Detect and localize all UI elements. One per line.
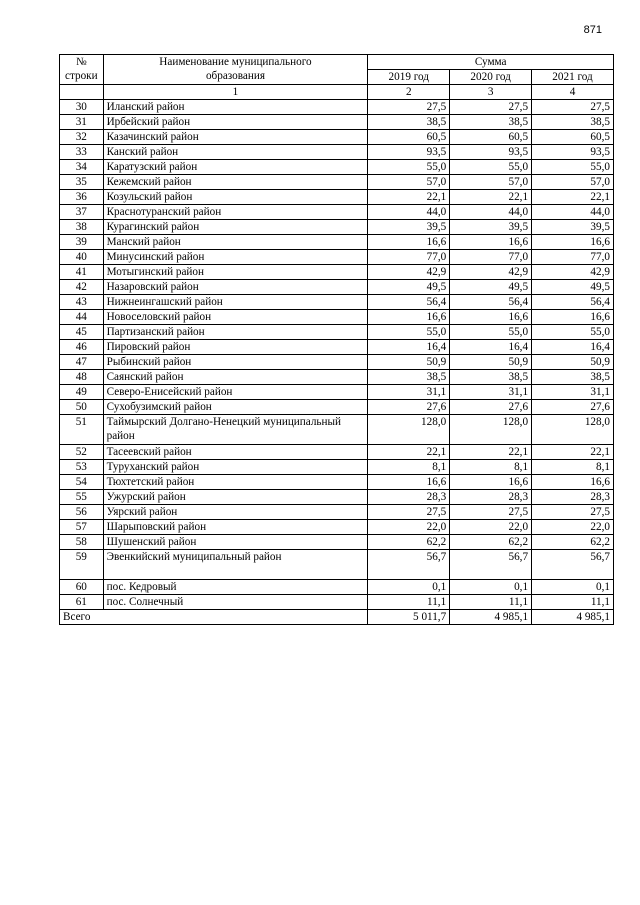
column-index-1-cell: 1 — [103, 85, 368, 100]
value-2020: 28,3 — [450, 490, 532, 505]
value-2020: 77,0 — [450, 250, 532, 265]
municipality-name: Мотыгинский район — [103, 265, 368, 280]
value-2021: 8,1 — [532, 460, 614, 475]
value-2020: 44,0 — [450, 205, 532, 220]
value-2019: 27,6 — [368, 400, 450, 415]
value-2021: 31,1 — [532, 385, 614, 400]
table-row — [60, 580, 614, 595]
table-row — [60, 130, 614, 145]
value-2020: 49,5 — [450, 280, 532, 295]
municipality-name: Северо-Енисейский район — [103, 385, 368, 400]
value-2021: 27,5 — [532, 100, 614, 115]
table-row — [60, 205, 614, 220]
row-number: 36 — [60, 190, 104, 205]
row-number: 43 — [60, 295, 104, 310]
municipality-name: Туруханский район — [103, 460, 368, 475]
municipality-name: Тасеевский район — [103, 445, 368, 460]
municipality-name: Шушенский район — [103, 535, 368, 550]
municipality-name: Иланский район — [103, 100, 368, 115]
municipality-name: Рыбинский район — [103, 355, 368, 370]
column-index-2: 2 — [368, 85, 450, 100]
value-2019: 16,4 — [368, 340, 450, 355]
table-row — [60, 265, 614, 280]
value-2019: 16,6 — [368, 310, 450, 325]
municipality-name: Нижнеингашский район — [103, 295, 368, 310]
row-number: 39 — [60, 235, 104, 250]
page-number: 871 — [583, 24, 602, 36]
header-municipality-name — [103, 55, 368, 85]
table-row — [60, 235, 614, 250]
header-year-2019: 2019 год — [368, 70, 450, 85]
value-2021: 60,5 — [532, 130, 614, 145]
row-number: 47 — [60, 355, 104, 370]
value-2021: 16,6 — [532, 310, 614, 325]
value-2021: 27,6 — [532, 400, 614, 415]
value-2019: 22,1 — [368, 190, 450, 205]
row-number: 38 — [60, 220, 104, 235]
value-2020: 93,5 — [450, 145, 532, 160]
table-row — [60, 505, 614, 520]
row-number: 49 — [60, 385, 104, 400]
table-row — [60, 295, 614, 310]
value-2019: 42,9 — [368, 265, 450, 280]
value-2021: 128,0 — [532, 415, 614, 445]
municipality-name: Сухобузимский район — [103, 400, 368, 415]
value-2021: 22,1 — [532, 190, 614, 205]
value-2020: 39,5 — [450, 220, 532, 235]
table-row — [60, 355, 614, 370]
municipality-name: пос. Солнечный — [103, 595, 368, 610]
value-2021: 0,1 — [532, 580, 614, 595]
table-body — [60, 85, 614, 625]
municipality-name: Каратузский район — [103, 160, 368, 175]
value-2019: 16,6 — [368, 475, 450, 490]
total-2019: 5 011,7 — [368, 610, 450, 625]
value-2021: 57,0 — [532, 175, 614, 190]
value-2021: 16,6 — [532, 475, 614, 490]
table-row — [60, 115, 614, 130]
value-2019: 57,0 — [368, 175, 450, 190]
value-2020: 11,1 — [450, 595, 532, 610]
value-2021: 16,4 — [532, 340, 614, 355]
value-2020: 55,0 — [450, 160, 532, 175]
value-2020: 27,5 — [450, 505, 532, 520]
value-2020: 38,5 — [450, 370, 532, 385]
value-2019: 27,5 — [368, 505, 450, 520]
value-2021: 93,5 — [532, 145, 614, 160]
total-label: Всего — [60, 610, 368, 625]
table-row — [60, 310, 614, 325]
value-2019: 39,5 — [368, 220, 450, 235]
value-2021: 22,0 — [532, 520, 614, 535]
value-2020: 27,6 — [450, 400, 532, 415]
value-2019: 128,0 — [368, 415, 450, 445]
table-row — [60, 400, 614, 415]
municipality-name: Новоселовский район — [103, 310, 368, 325]
value-2021: 27,5 — [532, 505, 614, 520]
value-2021: 28,3 — [532, 490, 614, 505]
column-index-row — [60, 85, 614, 100]
value-2019: 22,0 — [368, 520, 450, 535]
municipality-name: Курагинский район — [103, 220, 368, 235]
value-2021: 55,0 — [532, 325, 614, 340]
value-2020: 22,1 — [450, 445, 532, 460]
municipality-name: Саянский район — [103, 370, 368, 385]
table-row — [60, 445, 614, 460]
row-number: 40 — [60, 250, 104, 265]
table-row — [60, 325, 614, 340]
value-2021: 44,0 — [532, 205, 614, 220]
budget-table — [59, 54, 614, 625]
table-row — [60, 415, 614, 445]
municipality-name: Канский район — [103, 145, 368, 160]
header-row-number-line1: № — [75, 56, 87, 68]
value-2019: 49,5 — [368, 280, 450, 295]
table-row — [60, 100, 614, 115]
row-number: 46 — [60, 340, 104, 355]
value-2021: 49,5 — [532, 280, 614, 295]
header-name-line2: образования — [205, 70, 265, 82]
municipality-name: Манский район — [103, 235, 368, 250]
value-2019: 50,9 — [368, 355, 450, 370]
value-2020: 55,0 — [450, 325, 532, 340]
value-2019: 44,0 — [368, 205, 450, 220]
table-row — [60, 175, 614, 190]
value-2019: 62,2 — [368, 535, 450, 550]
municipality-name: Уярский район — [103, 505, 368, 520]
municipality-name: Партизанский район — [103, 325, 368, 340]
value-2019: 77,0 — [368, 250, 450, 265]
value-2020: 56,7 — [450, 550, 532, 580]
municipality-name: Минусинский район — [103, 250, 368, 265]
row-number: 51 — [60, 415, 104, 445]
value-2021: 39,5 — [532, 220, 614, 235]
value-2020: 8,1 — [450, 460, 532, 475]
column-index-1 — [60, 85, 104, 100]
value-2019: 60,5 — [368, 130, 450, 145]
value-2020: 38,5 — [450, 115, 532, 130]
row-number: 30 — [60, 100, 104, 115]
value-2021: 38,5 — [532, 115, 614, 130]
table-row — [60, 520, 614, 535]
header-name-line1: Наименование муниципального — [159, 56, 312, 68]
row-number: 33 — [60, 145, 104, 160]
value-2021: 11,1 — [532, 595, 614, 610]
value-2020: 60,5 — [450, 130, 532, 145]
row-number: 41 — [60, 265, 104, 280]
table-row — [60, 385, 614, 400]
value-2020: 42,9 — [450, 265, 532, 280]
row-number: 32 — [60, 130, 104, 145]
value-2020: 56,4 — [450, 295, 532, 310]
table-row — [60, 475, 614, 490]
value-2019: 28,3 — [368, 490, 450, 505]
value-2020: 57,0 — [450, 175, 532, 190]
row-number: 60 — [60, 580, 104, 595]
table-row — [60, 370, 614, 385]
value-2019: 38,5 — [368, 370, 450, 385]
value-2021: 55,0 — [532, 160, 614, 175]
value-2019: 22,1 — [368, 445, 450, 460]
header-sum: Сумма — [368, 55, 614, 70]
value-2019: 11,1 — [368, 595, 450, 610]
row-number: 37 — [60, 205, 104, 220]
table-row — [60, 460, 614, 475]
row-number: 55 — [60, 490, 104, 505]
value-2020: 16,4 — [450, 340, 532, 355]
value-2021: 56,7 — [532, 550, 614, 580]
value-2021: 77,0 — [532, 250, 614, 265]
value-2019: 93,5 — [368, 145, 450, 160]
table-row — [60, 535, 614, 550]
value-2020: 62,2 — [450, 535, 532, 550]
row-number: 54 — [60, 475, 104, 490]
value-2019: 38,5 — [368, 115, 450, 130]
municipality-name: Эвенкийский муниципальный район — [103, 550, 368, 580]
value-2019: 8,1 — [368, 460, 450, 475]
value-2019: 31,1 — [368, 385, 450, 400]
value-2020: 16,6 — [450, 475, 532, 490]
row-number: 56 — [60, 505, 104, 520]
value-2020: 16,6 — [450, 310, 532, 325]
column-index-3: 3 — [450, 85, 532, 100]
value-2019: 56,4 — [368, 295, 450, 310]
value-2020: 16,6 — [450, 235, 532, 250]
row-number: 58 — [60, 535, 104, 550]
total-row — [60, 610, 614, 625]
table-row — [60, 190, 614, 205]
value-2021: 16,6 — [532, 235, 614, 250]
table-row — [60, 490, 614, 505]
row-number: 50 — [60, 400, 104, 415]
value-2020: 27,5 — [450, 100, 532, 115]
municipality-name: Козульский район — [103, 190, 368, 205]
row-number: 31 — [60, 115, 104, 130]
row-number: 53 — [60, 460, 104, 475]
header-year-2021: 2021 год — [532, 70, 614, 85]
row-number: 59 — [60, 550, 104, 580]
row-number: 42 — [60, 280, 104, 295]
municipality-name: Назаровский район — [103, 280, 368, 295]
municipality-name: пос. Кедровый — [103, 580, 368, 595]
row-number: 57 — [60, 520, 104, 535]
header-row-number-line2: строки — [64, 70, 98, 82]
row-number: 48 — [60, 370, 104, 385]
column-index-4: 4 — [532, 85, 614, 100]
table-row — [60, 145, 614, 160]
value-2021: 56,4 — [532, 295, 614, 310]
value-2019: 56,7 — [368, 550, 450, 580]
value-2020: 22,1 — [450, 190, 532, 205]
header-year-2020: 2020 год — [450, 70, 532, 85]
header-row-number — [60, 55, 104, 85]
table-row — [60, 595, 614, 610]
value-2020: 31,1 — [450, 385, 532, 400]
table-row — [60, 550, 614, 580]
value-2021: 22,1 — [532, 445, 614, 460]
municipality-name: Шарыповский район — [103, 520, 368, 535]
total-2020: 4 985,1 — [450, 610, 532, 625]
value-2021: 62,2 — [532, 535, 614, 550]
municipality-name: Краснотуранский район — [103, 205, 368, 220]
municipality-name: Ужурский район — [103, 490, 368, 505]
municipality-name: Кежемский район — [103, 175, 368, 190]
value-2021: 38,5 — [532, 370, 614, 385]
value-2020: 50,9 — [450, 355, 532, 370]
value-2019: 27,5 — [368, 100, 450, 115]
value-2020: 128,0 — [450, 415, 532, 445]
row-number: 52 — [60, 445, 104, 460]
table-row — [60, 160, 614, 175]
municipality-name: Таймырский Долгано-Ненецкий муниципальный район — [103, 415, 368, 445]
value-2019: 55,0 — [368, 160, 450, 175]
municipality-name: Казачинский район — [103, 130, 368, 145]
table-row — [60, 340, 614, 355]
table-row — [60, 280, 614, 295]
value-2021: 42,9 — [532, 265, 614, 280]
row-number: 35 — [60, 175, 104, 190]
municipality-name: Тюхтетский район — [103, 475, 368, 490]
table-row — [60, 250, 614, 265]
table-row — [60, 220, 614, 235]
total-2021: 4 985,1 — [532, 610, 614, 625]
value-2021: 50,9 — [532, 355, 614, 370]
municipality-name: Ирбейский район — [103, 115, 368, 130]
value-2020: 0,1 — [450, 580, 532, 595]
row-number: 44 — [60, 310, 104, 325]
row-number: 61 — [60, 595, 104, 610]
value-2019: 55,0 — [368, 325, 450, 340]
municipality-name: Пировский район — [103, 340, 368, 355]
value-2020: 22,0 — [450, 520, 532, 535]
value-2019: 16,6 — [368, 235, 450, 250]
row-number: 34 — [60, 160, 104, 175]
value-2019: 0,1 — [368, 580, 450, 595]
table-header — [60, 55, 614, 85]
row-number: 45 — [60, 325, 104, 340]
